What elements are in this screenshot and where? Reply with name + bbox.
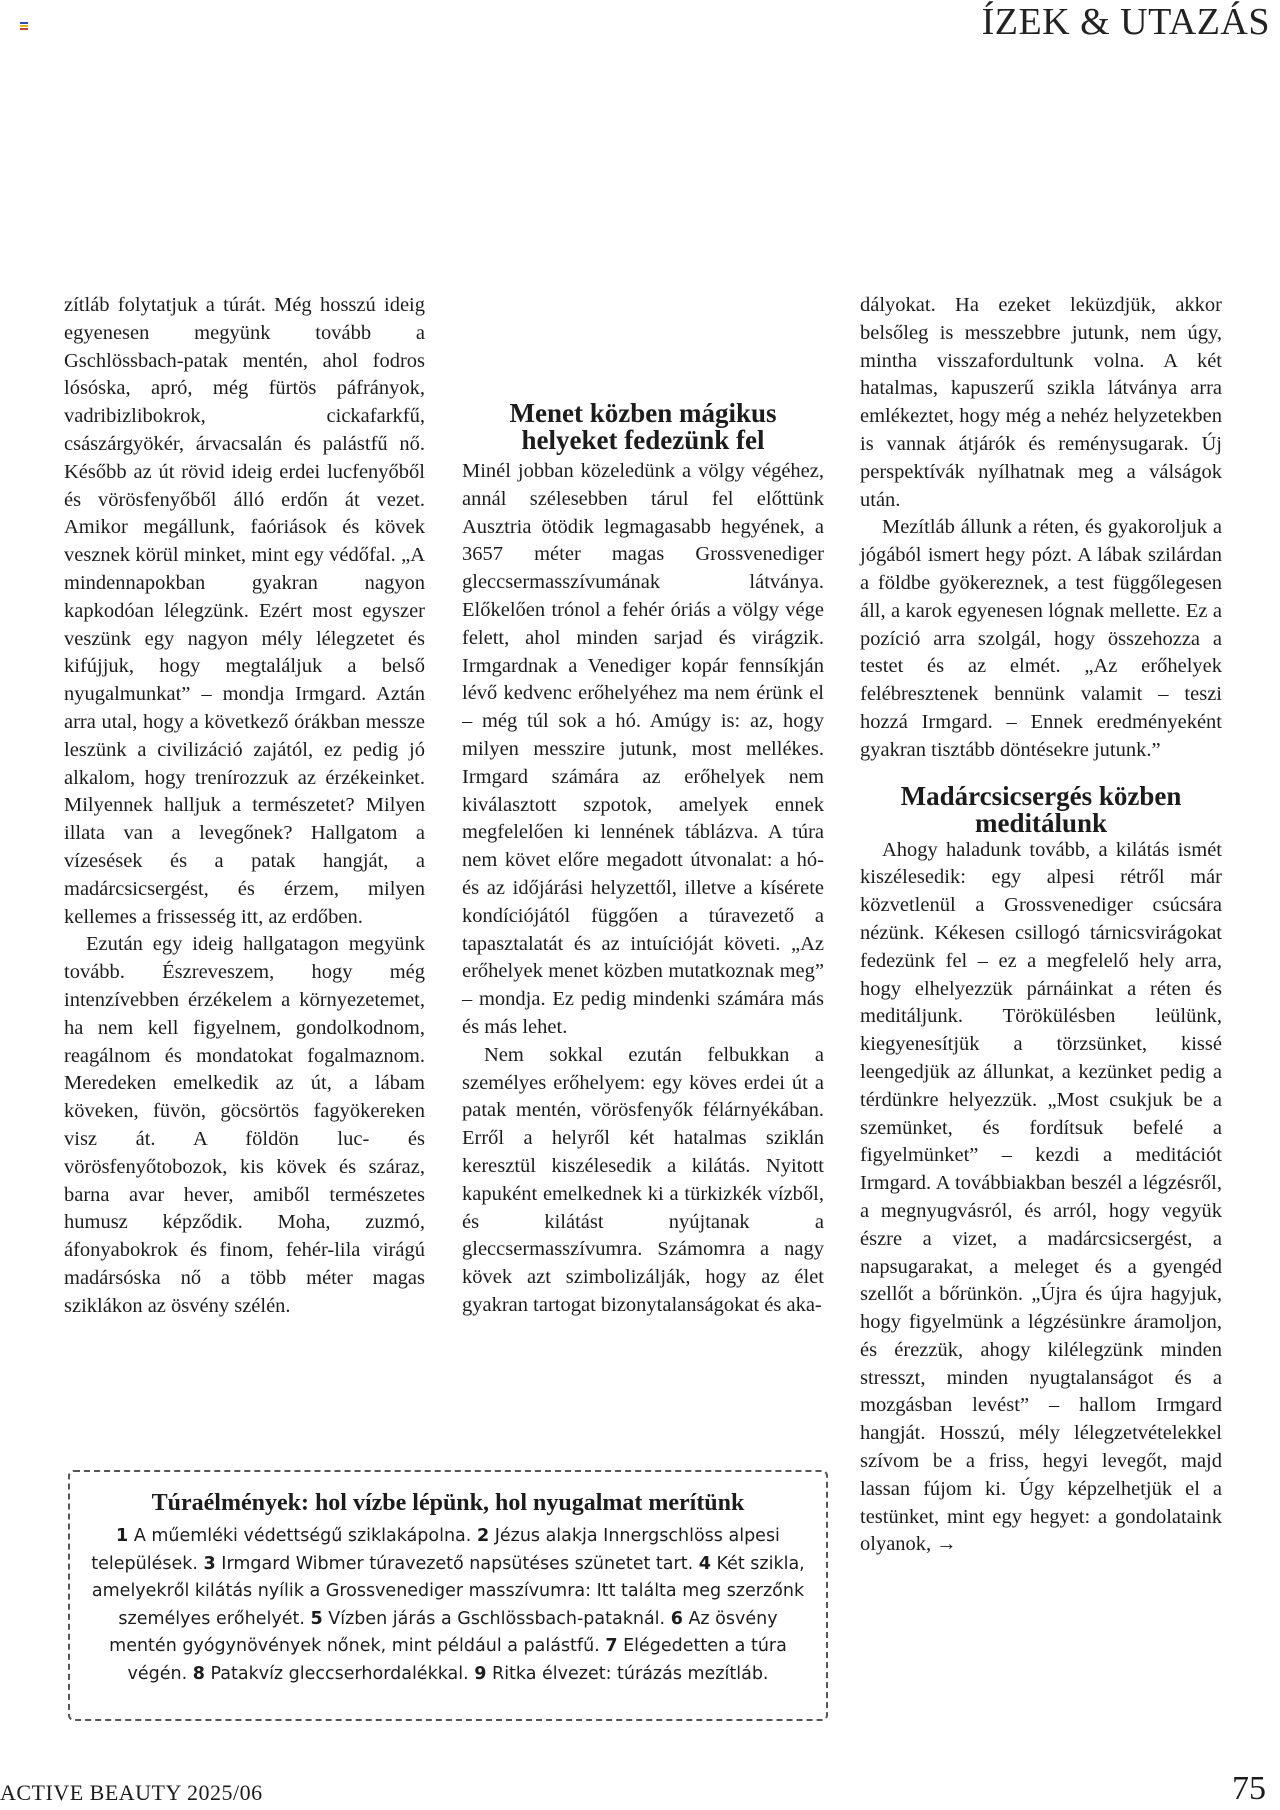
caption-number: 5 [310, 1608, 323, 1629]
caption-number: 7 [605, 1636, 618, 1656]
caption-item: Az ösvény mentén gyógynövények nőnek, mint például a palástfű. [109, 1608, 778, 1656]
caption-item: Ritka élvezet: túrázás mezítláb. [492, 1663, 769, 1684]
photo-caption-box [68, 1470, 828, 1721]
paragraph: Minél jobban közeledünk a völgy végéhez, annál szélesebben tárul fel előttünk Ausztria ötödik legmagasabb hegyének, a 3657 méter magas Grossvenediger gleccsermasszívumának látványa. Előkelően trónol a fehér óriás a völgy vége felett, ahol minden sarjad és virágzik. Irmgardnak a Venediger kopár fennsíkján lévő kedvenc erőhelyéhez ma nem érünk el – még túl sok a hó. Amúgy is: az, hogy milyen messzire jutunk, most mellékes. Irmgard számára az erőhelyek nem kiválasztott szpotok, amelyek ennek megfelelően ki lennének táblázva. A túra nem követ előre megadott útvonalat: a hó- és az időjárási helyzettől, illetve a kísérete kondíciójától függően a túravezető a tapasztalatát és az intuícióját követi. „Az erőhelyek menet közben mutatkoznak meg” – mondja. Ez pedig mindenki számára más és más lehet. [462, 460, 824, 1038]
caption-item: Elégedetten a túra végén. [127, 1636, 787, 1684]
caption-item: Irmgard Wibmer túravezető napsütéses szünetet tart. [221, 1553, 694, 1574]
article-column-1 [64, 292, 425, 1320]
caption-number: 2 [476, 1526, 490, 1546]
caption-item: Patakvíz gleccserhordalékkal. [210, 1663, 469, 1684]
caption-number: 9 [474, 1663, 487, 1684]
caption-number: 4 [698, 1553, 711, 1574]
caption-item: A műemléki védettségű sziklakápolna. [133, 1526, 472, 1546]
subheading: Menet közben mágikus helyeket fedezünk fel [509, 398, 777, 455]
paragraph: zítláb folytatjuk a túrát. Még hosszú ideig egyenesen megyünk tovább a Gschlössbach-patak mentén, ahol fodros lósóska, apró, még fürtös páfrányok, vadribizlibokrok, cickafarkfű, császárgyökér, árvacsalán és palástfű nő. Később az út rövid ideig erdei lucfenyőből és vörösfenyőből álló erdőn át vezet. Amikor megállunk, faóriások és kövek vesznek körül minket, mint egy védőfal. „A mindennapokban gyakran nagyon kapkodóan lélegzünk. Ezért most egyszer veszünk egy nagyon mély lélegzetet és kifújjuk, hogy megtaláljuk a belső nyugalmunkat” – mondja Irmgard. Aztán arra utal, hogy a következő órákban messze leszünk a civilizáció zajától, ez pedig jó alkalom, hogy trenírozzuk az érzékeinket. Milyennek halljuk a természetet? Milyen illata van a levegőnek? Hallgatom a vízesések és a patak hangját, a madárcsicsergést, és érzem, milyen kellemes a frissesség itt, az erdőben. [64, 294, 425, 928]
caption-item: Két szikla, amelyekről kilátás nyílik a Grossvenediger masszívumra: Itt találta meg szerzőnk személyes erőhelyét. [91, 1553, 805, 1629]
paragraph: Ahogy haladunk tovább, a kilátás ismét kiszélesedik: egy alpesi rétről már közvetlenül a Grossvenediger csúcsára nézünk. Kékesen csillogó tárnicsvirágokat fedezünk fel – ez a megfelelő hely arra, hogy elhelyezzük párnáinkat a réten és meditáljunk. Törökülésben leülünk, kiegyenesítjük a törzsünket, kissé leengedjük az állunkat, a kezünket pedig a térdünkre helyezzük. „Most csukjuk be a szemünket, és fordítsuk befelé a figyelmünket” – kezdi a meditációt Irmgard. A továbbiakban beszél a légzésről, a megnyugvásról, és arról, hogy vegyük észre a vizet, a madárcsicsergést, a napsugarakat, a meleget és a gyengéd szellőt a bőrünkön. „Újra és újra hagyjuk, hogy figyelmünk a légzésünkre áramoljon, és érezzük, ahogy kilélegzünk minden stresszt, minden nyugtalanságot és a mozgásban levést” – hallom Irmgard hangját. Hosszú, mély lélegzetvételekkel szívom be a friss, hegyi levegőt, majd lassan fújom ki. Úgy képzelhetjük el a testünket, mint egy hegyet: a gondolataink olyanok, → [860, 838, 1222, 1556]
paragraph: Ezután egy ideig hallgatagon megyünk tovább. Észreveszem, hogy még intenzívebben érzékelem a környezetemet, ha nem kell figyelnem, gondolkodnom, reagálnom és mondatokat fogalmaznom. Meredeken emelkedik az út, a lábam köveken, füvön, göcsörtös fagyökereken visz át. A földön luc- és vörösfenyőtobozok, kis kövek és száraz, barna avar hever, amiből természetes humusz képződik. Moha, zuzmó, áfonyabokrok és finom, fehér-lila virágú madársóska nő a több méter magas sziklákon az ösvény szélén. [64, 933, 425, 1317]
menu-icon [20, 22, 28, 30]
caption-title: Túraélmények: hol vízbe lépünk, hol nyugalmat merítünk [151, 1490, 745, 1516]
publication-name: ACTIVE BEAUTY 2025/06 [0, 1780, 263, 1805]
caption-text [88, 1523, 808, 1688]
paragraph: Mezítláb állunk a réten, és gyakoroljuk a jógából ismert hegy pózt. A lábak szilárdan a földbe gyökereznek, a test függőlegesen áll, a karok egyenesen lógnak mellette. Ez a pozíció arra szolgál, hogy összehozza a testet és az elmét. „Az erőhelyek felébresztenek bennünk valamit – teszi hozzá Irmgard. – Ennek eredményeként gyakran tisztább döntésekre jutunk.” [860, 516, 1222, 761]
page-number: 75 [1232, 1770, 1266, 1807]
caption-item: Jézus alakja Innergschlöss alpesi települések. [91, 1526, 780, 1574]
caption-number: 8 [192, 1663, 205, 1684]
paragraph: Nem sokkal ezután felbukkan a személyes erőhelyem: egy köves erdei út a patak mentén, vörösfenyők félárnyékában. Erről a helyről két hatalmas sziklán keresztül kiszélesedik a kilátás. Nyitott kapuként emelkednek ki a türkizkék vízből, és kilátást nyújtanak a gleccsermasszívumra. Számomra a nagy kövek azt szimbolizálják, hogy az élet gyakran tartogat bizonytalanságokat és aka- [462, 1043, 824, 1316]
caption-number: 3 [203, 1553, 216, 1574]
caption-item: Vízben járás a Gschlössbach-pataknál. [328, 1608, 666, 1629]
article-column-3 [860, 292, 1222, 1559]
section-label: ÍZEK & UTAZÁS [981, 1, 1270, 43]
caption-number: 1 [116, 1526, 129, 1546]
paragraph: dályokat. Ha ezeket leküzdjük, akkor belsőleg is messzebbre jutunk, nem úgy, mintha visszafordultunk volna. A két hatalmas, kapuszerű szikla látványa arra emlékeztet, hogy még a nehéz helyzetekben is vannak átjárók és reménysugarak. Új perspektívák nyílhatnak meg a válságok után. [860, 294, 1222, 511]
article-column-2 [462, 400, 824, 1320]
subheading: Madárcsicsergés közben meditálunk [900, 780, 1182, 838]
caption-number: 6 [670, 1608, 683, 1629]
